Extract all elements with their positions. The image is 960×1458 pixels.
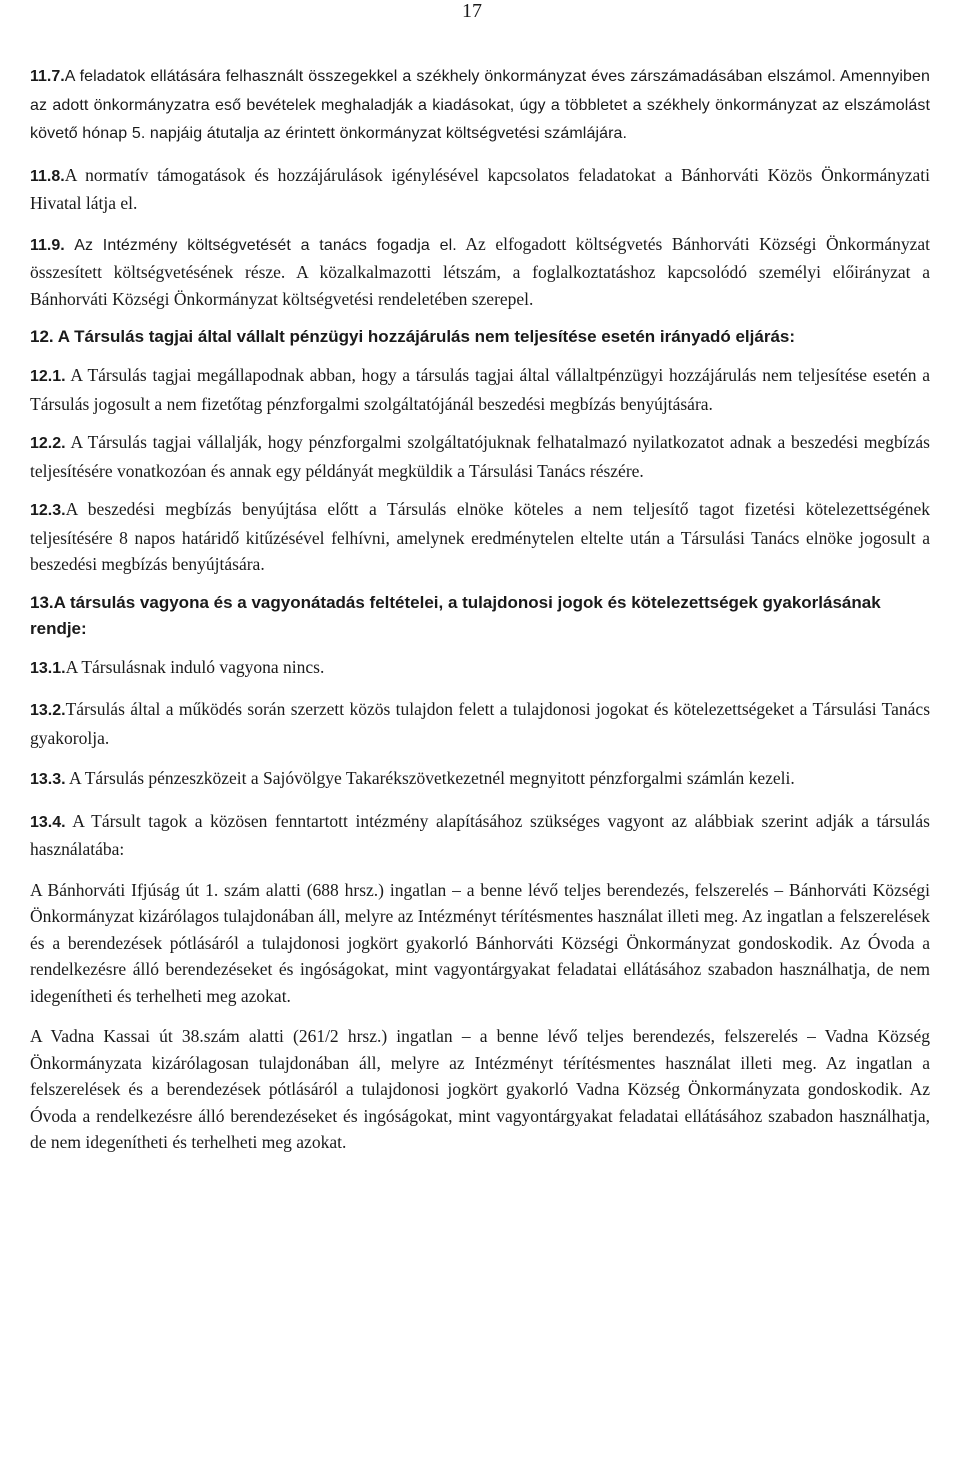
section-text: A beszedési megbízás benyújtása előtt a Társulás elnöke köteles a nem teljesítő tagot fizetési kötelezettségének teljesítésére 8 napos határidő kitűzésével felhívni, amelynek eredménytelen eltelte után a Társulási Tanács elnöke jogosult a beszedési megbízás benyújtására. [30,499,930,574]
section-text-sans: Az Intézmény költségvetését a tanács fogadja el. [74,236,457,254]
section-number: 11.8. [30,167,65,185]
paragraph-13-4 [30,808,930,863]
paragraph-12-2 [30,429,930,484]
section-text: A feladatok ellátására felhasznált összegekkel a székhely önkormányzat éves zárszámadásában elszámol. Amennyiben az adott önkormányzatra eső bevételek meghaladják a kiadásokat, úgy a többletet a székhely önkormányzat az elszámolást követő hónap 5. napjáig átutalja az érintett önkormányzat költségvetési számlájára. [30,68,930,142]
section-number: 11.9. [30,236,65,254]
heading-number: 12. [30,327,54,346]
heading-title: A Társulás tagjai által vállalt pénzügyi hozzájárulás nem teljesítése esetén irányadó eljárás: [57,327,796,346]
paragraph-banhorvati-property: A Bánhorváti Ifjúság út 1. szám alatti (688 hrsz.) ingatlan – a benne lévő teljes berendezés, felszerelés – Bánhorváti Községi Önkormányzat kizárólagos tulajdonában áll, melyre az Intézményt térítésmentes használat illeti meg. Az ingatlan a felszerelések és a berendezések pótlásáról a tulajdonosi jogkört gyakorló Bánhorváti Községi Önkormányzat gondoskodik. Az Óvoda a rendelkezésre álló berendezéseket és ingóságokat, mint vagyontárgyakat feladatai ellátásához szabadon használhatja, de nem idegenítheti és terhelheti meg azokat. [30,879,930,1006]
section-text: Társulás által a működés során szerzett közös tulajdon felett a tulajdonosi jogokat és kötelezettségeket a Társulási Tanács gyakorolja. [30,699,930,748]
heading-13 [30,590,930,642]
heading-title: A társulás vagyona és a vagyonátadás feltételei, a tulajdonosi jogok és kötelezettségek gyakorlásának rendje: [30,592,881,638]
section-number: 12.2. [30,435,66,452]
section-text: Az elfogadott költségvetés Bánhorváti Községi Önkormányzat összesített költségvetésének része. A közalkalmazotti létszám, a foglalkoztatáshoz kapcsolódó személyi előirányzat a Bánhorváti Községi Önkormányzat költségvetési rendeletében szerepel. [30,233,930,309]
page-content [30,62,930,1156]
paragraph-11-7 [30,62,930,148]
section-number: 13.3. [30,771,66,788]
section-number: 11.7. [30,68,65,85]
paragraph-12-3 [30,496,930,578]
page-number: 17 [462,0,482,22]
paragraph-vadna-property: A Vadna Kassai út 38.szám alatti (261/2 hrsz.) ingatlan – a benne lévő teljes berendezés, felszerelés – Vadna Község Önkormányzata kizárólagosan tulajdonában áll, melyre az Intézményt térítésmentes használat illeti meg. Az ingatlan a felszerelések és a berendezések pótlásáról a tulajdonosi jogkört gyakorló Vadna Község Önkormányzata gondoskodik. Az Óvoda a rendelkezésre álló berendezéseket és ingóságokat, mint vagyontárgyakat feladatai ellátásához szabadon használhatja, de nem idegenítheti és terhelheti meg azokat. [30,1026,930,1152]
paragraph-11-8 [30,162,930,217]
section-number: 13.4. [30,813,66,831]
paragraph-12-1 [30,362,930,417]
paragraph-13-3 [30,765,930,794]
section-text: A Társulásnak induló vagyona nincs. [65,656,325,677]
heading-12 [30,324,930,350]
section-text: A Társulás pénzeszközeit a Sajóvölgye Takarékszövetkezetnél megnyitott pénzforgalmi számlán kezeli. [65,768,795,788]
section-number: 12.1. [30,368,66,385]
section-number: 13.1. [30,659,66,677]
heading-number: 13. [30,592,54,612]
paragraph-11-9 [30,231,930,313]
section-text: A Társulás tagjai megállapodnak abban, hogy a társulás tagjai által vállaltpénzügyi hozzájárulás nem teljesítése esetén a Társulás jogosult a nem fizetőtag pénzforgalmi szolgáltatójánál beszedési megbízás benyújtására. [30,365,930,414]
section-number: 13.2. [30,702,66,719]
paragraph-13-1 [30,654,930,683]
section-text: A normatív támogatások és hozzájárulások igénylésével kapcsolatos feladatokat a Bánhorváti Közös Önkormányzati Hivatal látja el. [30,164,930,213]
section-number: 12.3. [30,502,66,519]
section-text: A Társulás tagjai vállalják, hogy pénzforgalmi szolgáltatójuknak felhatalmazó nyilatkozatot adnak a beszedési megbízás teljesítésére vonatkozóan és annak egy példányát megküldik a Társulási Tanács részére. [30,432,930,481]
section-text: A Társult tagok a közösen fenntartott intézmény alapításához szükséges vagyont az alábbiak szerint adják a társulás használatába: [30,810,930,859]
paragraph-13-2 [30,696,930,751]
